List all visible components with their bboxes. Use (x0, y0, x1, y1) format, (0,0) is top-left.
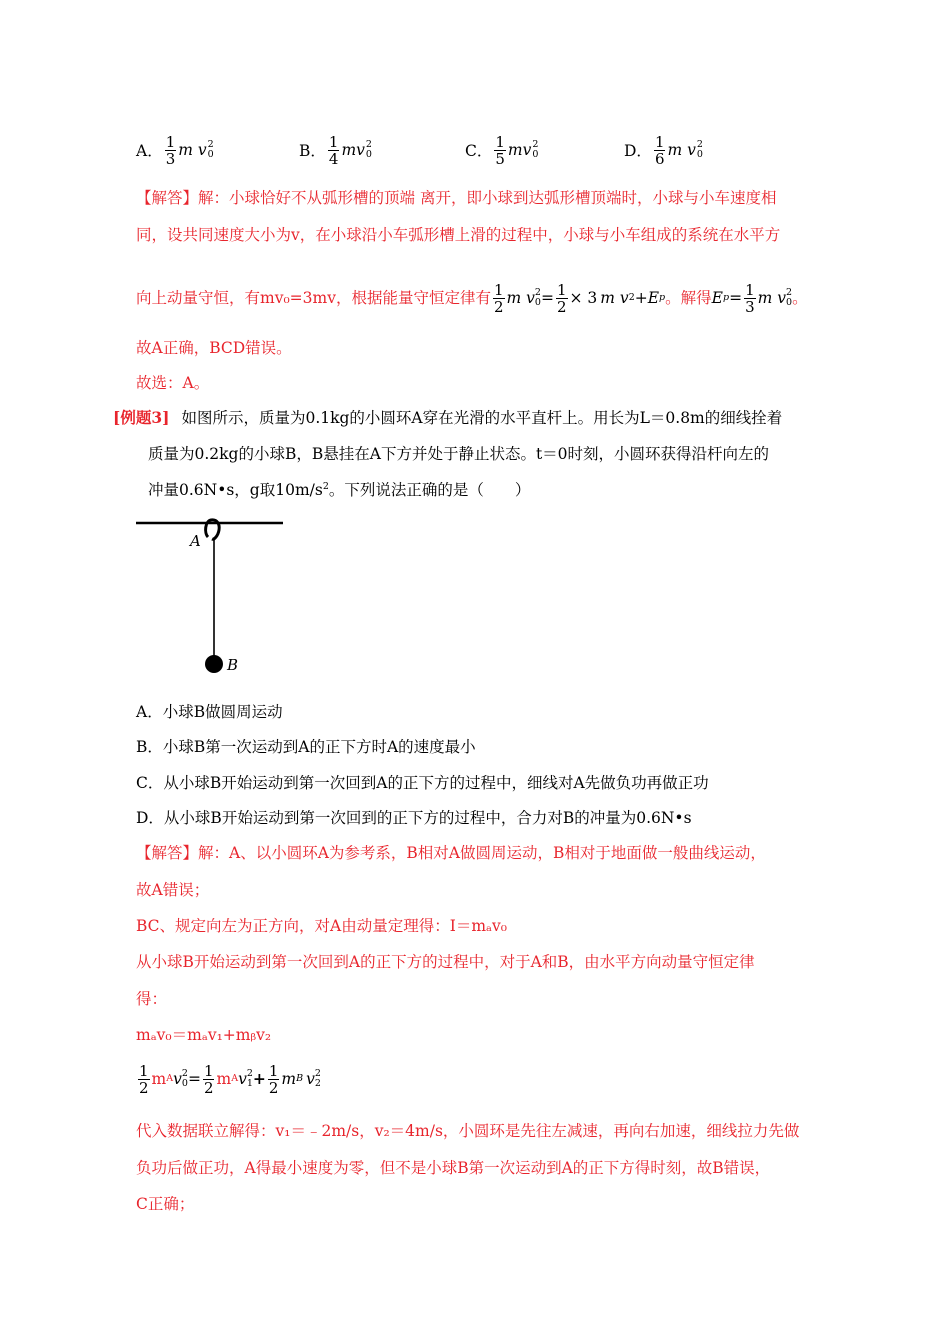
answer3-line4: 从小球B开始运动到第一次回到A的正下方的过程中，对于A和B，由水平方向动量守恒定律 (136, 953, 755, 971)
q2-option-d[interactable]: D． 1 6 m v 2 0 (624, 132, 703, 168)
q2-options (136, 128, 856, 172)
pendulum-figure (130, 510, 290, 685)
answer2-line2: 同，设共同速度大小为v，在小球沿小车弧形槽上滑的过程中，小球与小车组成的系统在水平方 (136, 226, 781, 244)
q2-option-b[interactable]: B． 1 4 mv 2 0 (299, 132, 372, 168)
fraction: 1 4 (328, 132, 339, 168)
example3-option-c[interactable]: C．从小球B开始运动到第一次回到A的正下方的过程中，细线对A先做负功再做正功 (136, 774, 709, 792)
fraction: $\frac{1}{3}$ (745, 280, 755, 316)
q2-option-c[interactable]: C． 1 5 mv 2 0 (465, 132, 539, 168)
answer3-line6: mₐv₀＝mₐv₁+mᵦv₂ (136, 1026, 272, 1044)
label-b: B (227, 656, 239, 674)
answer3-line2: 故A错误； (136, 881, 210, 899)
label-a: A (190, 532, 201, 550)
ball-b (205, 655, 223, 673)
fraction: 1 2 (139, 1061, 149, 1097)
example3-line1: [例题3] 如图所示，质量为0.1kg的小圆环A穿在光滑的水平直杆上。用长为L＝0.8m的细线拴着 (113, 408, 783, 427)
answer3-energy-equation: 1 2 m A v 2 0 = $\frac{1}{2}$ m A v 2 1 + $\frac{1}{2}$ m B v 2 2 (139, 1061, 321, 1097)
answer3-line5: 得： (136, 990, 168, 1008)
example3-line2: 质量为0.2kg的小球B，B悬挂在A下方并处于静止状态。t＝0时刻，小圆环获得沿杆向左的 (148, 445, 770, 463)
fraction: $\frac{1}{2}$ (556, 280, 567, 316)
example3-option-a[interactable]: A．小球B做圆周运动 (136, 703, 283, 721)
fraction: $\frac{1}{2}$ (203, 1061, 214, 1097)
answer2-line1: 【解答】解：小球恰好不从弧形槽的顶端 离开，即小球到达弧形槽顶端时，小球与小车速度相 (136, 189, 777, 207)
fraction: 1 5 (495, 132, 505, 168)
fraction: 1 2 (493, 280, 504, 316)
answer3-line1: 【解答】解：A、以小圆环A为参考系，B相对A做圆周运动，B相对于地面做一般曲线运动， (136, 844, 766, 862)
fraction: 1 3 (165, 132, 176, 168)
answer2-line3: 向上动量守恒，有mv₀=3mv，根据能量守恒定律有 1 2 m v 2 0 = $\frac{1}{2}$ × 3 m v 2 +E p 。解得 E p = $\frac{1}{3}$ m v 2 0 。 (136, 280, 808, 316)
example3-option-d[interactable]: D．从小球B开始运动到第一次回到的正下方的过程中，合力对B的冲量为0.6N•s (136, 809, 692, 827)
fraction: $\frac{1}{2}$ (268, 1061, 279, 1097)
answer2-line5: 故选：A。 (136, 374, 210, 392)
answer3-line3: BC、规定向左为正方向，对A由动量定理得：I＝mₐv₀ (136, 917, 508, 935)
answer3-line7: 代入数据联立解得：v₁＝﹣2m/s，v₂＝4m/s，小圆环是先往左减速，再向右加速，细线拉力先做 (136, 1122, 800, 1140)
q2-option-a[interactable]: A． 1 3 m v 2 0 (136, 132, 214, 168)
example3-line3: 冲量0.6N•s，g取$10m/s^2$。下列说法正确的是（ ） (148, 480, 531, 499)
fraction: 1 6 (654, 132, 665, 168)
answer3-line9: C正确； (136, 1195, 195, 1213)
example3-option-b[interactable]: B．小球B第一次运动到A的正下方时A的速度最小 (136, 738, 476, 756)
answer2-line4: 故A正确，BCD错误。 (136, 339, 292, 357)
answer3-line8: 负功后做正功，A得最小速度为零，但不是小球B第一次运动到A的正下方得时刻，故B错误， (136, 1159, 771, 1177)
